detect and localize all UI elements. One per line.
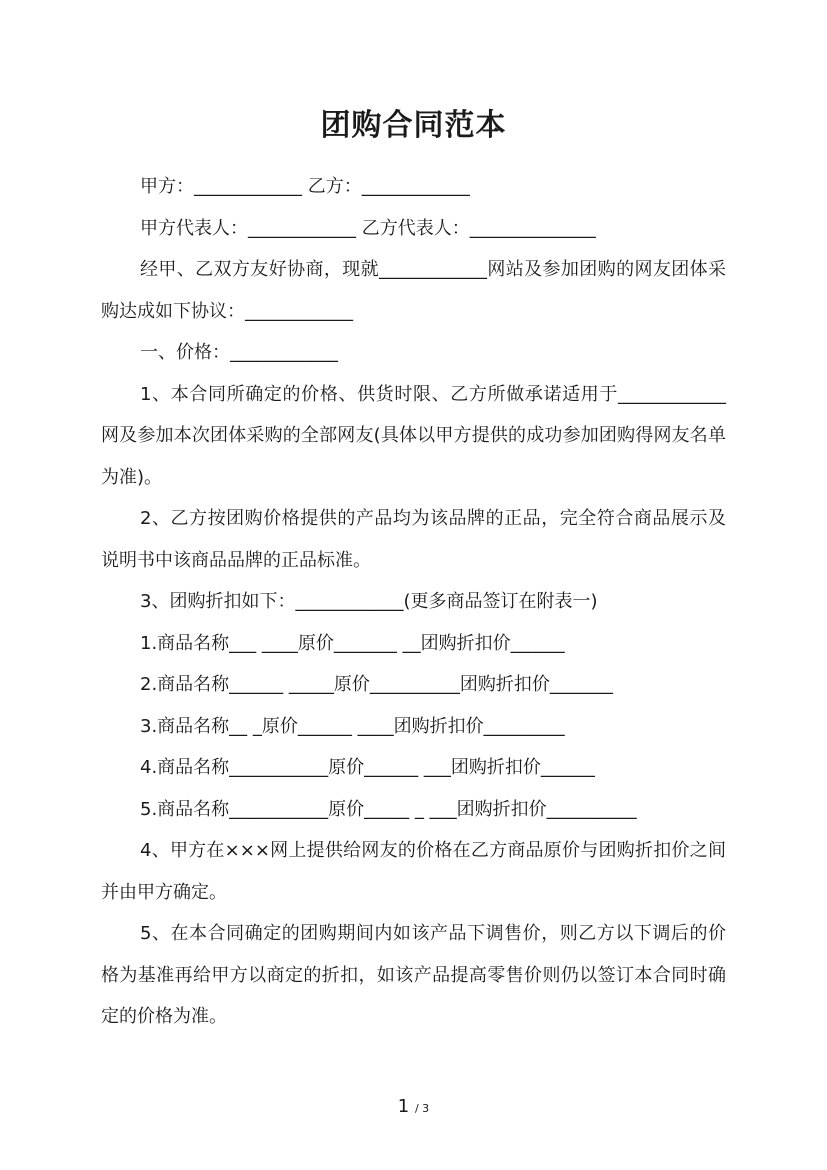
document-title: 团购合同范本 <box>320 108 507 143</box>
total-pages: / 3 <box>414 1102 430 1115</box>
product-line-3: 3.商品名称__ _原价______ ____团购折扣价_________ <box>140 715 565 737</box>
page-number <box>0 1094 827 1122</box>
product-line-2: 2.商品名称______ _____原价__________团购折扣价_______ <box>140 674 613 695</box>
section-price-heading: 一、价格：____________ <box>140 342 338 363</box>
current-page: 1 <box>397 1096 410 1117</box>
product-line-5: 5.商品名称___________原价_____ _ ___团购折扣价__________ <box>140 798 637 820</box>
product-line-4: 4.商品名称___________原价______ ___团购折扣价______ <box>140 757 595 778</box>
clause-2: 2、乙方按团购价格提供的产品均为该品牌的正品，完全符合商品展示及说明书中该商品品牌的正品标准。 <box>101 508 726 571</box>
agreement-intro: 经甲、乙双方友好协商，现就____________网站及参加团购的网友团体采购达成如下协议：____________ <box>101 259 726 322</box>
clause-4: 4、甲方在×××网上提供给网友的价格在乙方商品原价与团购折扣价之间并由甲方确定。 <box>101 840 726 903</box>
party-line: 甲方：____________ 乙方：____________ <box>140 176 470 197</box>
clause-3: 3、团购折扣如下：____________(更多商品签订在附表一) <box>140 591 598 612</box>
clause-5: 5、在本合同确定的团购期间内如该产品下调售价，则乙方以下调后的价格为基准再给甲方以商定的折扣，如该产品提高零售价则仍以签订本合同时确定的价格为准。 <box>101 923 726 1027</box>
representative-line: 甲方代表人：____________ 乙方代表人：______________ <box>140 217 596 239</box>
product-line-1: 1.商品名称___ ____原价_______ __团购折扣价______ <box>140 632 565 654</box>
clause-1: 1、本合同所确定的价格、供货时限、乙方所做承诺适用于____________网及参加本次团体采购的全部网友(具体以甲方提供的成功参加团购得网友名单为准)。 <box>101 383 726 488</box>
document-body <box>101 166 726 1038</box>
